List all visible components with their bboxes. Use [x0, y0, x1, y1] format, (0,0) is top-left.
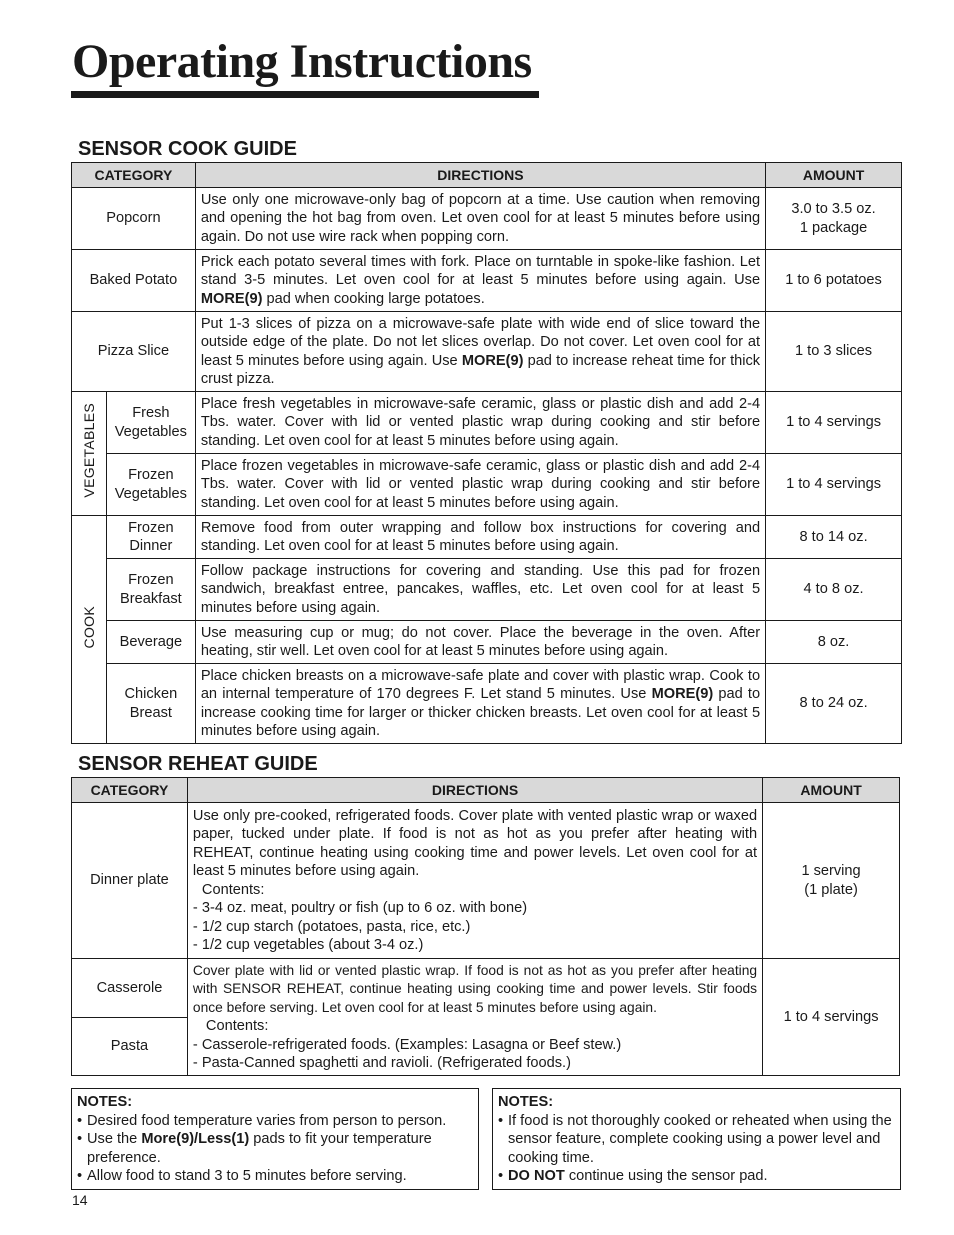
directions-cell: Place chicken breasts on a microwave-safe plate and cover with plastic wrap. Cook to an internal temperature of 170 degrees F. Let stand 5 minutes. Use MORE(9) pad to increase cooking time for larger or thicker chicken breasts. Let oven cool for at least 5 minutes before using again. [195, 664, 765, 744]
page-title: Operating Instructions [72, 35, 532, 88]
category-cell: Baked Potato [72, 250, 196, 312]
table-header-row [72, 778, 900, 803]
list-item: • Use the More(9)/Less(1) pads to fit your temperature preference. [77, 1131, 432, 1166]
amount-cell: 1 to 4 servings [763, 959, 900, 1076]
amount-cell: 1 serving (1 plate) [763, 803, 900, 959]
notes-heading: NOTES: [77, 1094, 133, 1110]
table-row [72, 312, 902, 392]
category-cell: Pizza Slice [72, 312, 196, 392]
category-cell: Casserole [72, 959, 188, 1018]
header-directions: DIRECTIONS [195, 163, 765, 188]
amount-cell: 1 to 6 potatoes [766, 250, 902, 312]
table-row [72, 803, 900, 959]
table-row [72, 621, 902, 664]
sensor-cook-table [71, 162, 902, 744]
directions-cell: Place frozen vegetables in microwave-safe ceramic, glass or plastic dish and add 2-4 Tbs. water. Cover with lid or vented plastic wrap during cooking and stir before standing. Let oven cool for at least 5 minutes before using again. [195, 454, 765, 516]
table-row [72, 559, 902, 621]
category-cell: Beverage [106, 621, 195, 664]
header-category: CATEGORY [72, 163, 196, 188]
table-header-row [72, 163, 902, 188]
group-label-vegetables: VEGETABLES [72, 392, 107, 516]
amount-cell: 8 oz. [766, 621, 902, 664]
table-row [72, 188, 902, 250]
table-row [72, 454, 902, 516]
group-label-cook: COOK [72, 516, 107, 744]
sensor-reheat-table [71, 777, 900, 1076]
category-cell: Fresh Vegetables [106, 392, 195, 454]
directions-cell: Use only pre-cooked, refrigerated foods. Cover plate with vented plastic wrap or waxed paper, tucked under plate. If food is not as hot as you prefer after heating with REHEAT, continue heating using cooking time and power levels. Let oven cool for at least 5 minutes before using again. Contents: - 3-4 oz. meat, poultry or fish (up to 6 oz. with bone) - 1/2 cup starch (potatoes, pasta, rice, etc.) - 1/2 cup vegetables (about 3-4 oz.) [187, 803, 762, 959]
amount-cell: 8 to 24 oz. [766, 664, 902, 744]
sensor-reheat-guide-title: SENSOR REHEAT GUIDE [78, 753, 318, 775]
amount-cell: 4 to 8 oz. [766, 559, 902, 621]
table-row [72, 664, 902, 744]
amount-cell: 3.0 to 3.5 oz. 1 package [766, 188, 902, 250]
list-item: • Desired food temperature varies from person to person. [77, 1112, 447, 1129]
header-category: CATEGORY [72, 778, 188, 803]
directions-cell: Prick each potato several times with fork. Place on turntable in spoke-like fashion. Let stand 3-5 minutes. Let oven cool for at least 5 minutes before using again. Use MORE(9) pad when cooking large potatoes. [195, 250, 765, 312]
directions-cell: Place fresh vegetables in microwave-safe ceramic, glass or plastic dish and add 2-4 Tbs. water. Cover with lid or vented plastic wrap during cooking and stir before standing. Let oven cool for at least 5 minutes before using again. [195, 392, 765, 454]
directions-cell: Use measuring cup or mug; do not cover. Place the beverage in the oven. After heating, stir well. Let oven cool for at least 5 minutes before using again. [195, 621, 765, 664]
notes-heading: NOTES: [498, 1094, 554, 1110]
category-cell: Frozen Vegetables [106, 454, 195, 516]
page-number: 14 [72, 1192, 88, 1208]
amount-cell: 8 to 14 oz. [766, 516, 902, 559]
directions-cell: Put 1-3 slices of pizza on a microwave-safe plate with wide end of slice toward the outside edge of the plate. Do not let slices overlap. Do not cover. Let oven cool for at least 5 minutes before using again. Use MORE(9) pad to increase reheat time for thick crust pizza. [195, 312, 765, 392]
category-cell: Frozen Dinner [106, 516, 195, 559]
sensor-cook-guide-title: SENSOR COOK GUIDE [78, 138, 297, 160]
title-underline [71, 91, 539, 98]
table-row [72, 392, 902, 454]
header-amount: AMOUNT [763, 778, 900, 803]
directions-cell: Follow package instructions for covering and standing. Use this pad for frozen sandwich, breakfast entree, pancakes, waffles, etc. Let oven cool for at least 5 minutes before using again. [195, 559, 765, 621]
directions-cell: Remove food from outer wrapping and follow box instructions for covering and standing. Let oven cool for at least 5 minutes before using again. [195, 516, 765, 559]
list-item: • Allow food to stand 3 to 5 minutes before serving. [77, 1168, 407, 1184]
notes-box-left [71, 1088, 479, 1190]
category-cell: Popcorn [72, 188, 196, 250]
category-cell: Dinner plate [72, 803, 188, 959]
category-cell: Chicken Breast [106, 664, 195, 744]
header-directions: DIRECTIONS [187, 778, 762, 803]
list-item: • If food is not thoroughly cooked or reheated when using the sensor feature, complete cooking using a power level and cooking time. [498, 1112, 892, 1166]
table-row [72, 959, 900, 1018]
table-row [72, 516, 902, 559]
table-row [72, 250, 902, 312]
directions-cell: Cover plate with lid or vented plastic wrap. If food is not as hot as you prefer after heating with SENSOR REHEAT, continue heating using cooking time and power levels. Stir foods once before serving. Let oven cool for at least 5 minutes before using again. Contents: - Casserole-refrigerated foods. (Examples: Lasagna or Beef stew.) - Pasta-Canned spaghetti and ravioli. (Refrigerated foods.) [187, 959, 762, 1076]
category-cell: Pasta [72, 1018, 188, 1076]
directions-cell: Use only one microwave-only bag of popcorn at a time. Use caution when removing and opening the hot bag from oven. Let oven cool for at least 5 minutes before using again. Do not use wire rack when popping corn. [195, 188, 765, 250]
amount-cell: 1 to 3 slices [766, 312, 902, 392]
header-amount: AMOUNT [766, 163, 902, 188]
amount-cell: 1 to 4 servings [766, 454, 902, 516]
list-item: • DO NOT continue using the sensor pad. [498, 1168, 768, 1184]
category-cell: Frozen Breakfast [106, 559, 195, 621]
amount-cell: 1 to 4 servings [766, 392, 902, 454]
notes-box-right [492, 1088, 901, 1190]
